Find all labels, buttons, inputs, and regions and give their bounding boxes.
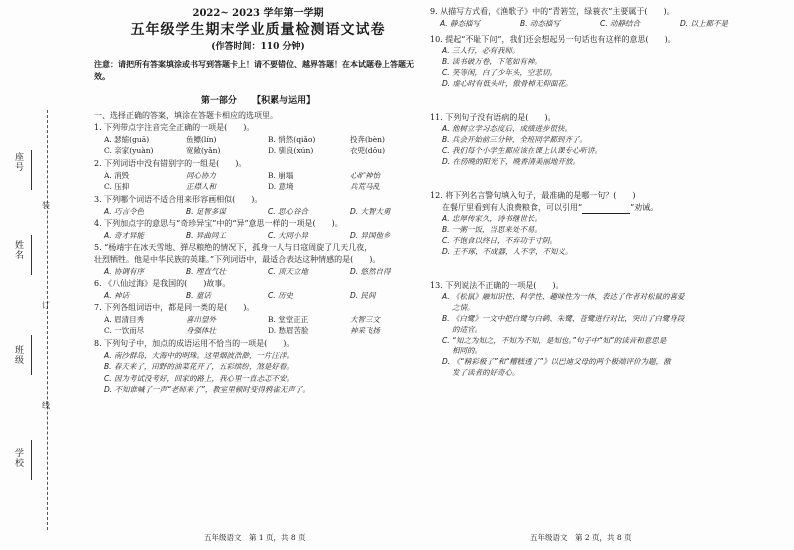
question-stem: 11. 下列句子没有语病的是( )。 — [430, 113, 556, 122]
question-6 — [94, 278, 422, 301]
left-column — [94, 0, 422, 550]
question-stem: 8. 下列句子中，加点的成语运用不恰当的一项是( )。 — [94, 339, 295, 348]
page-footer-right: 五年级语文 第 2 页，共 8 页 — [530, 533, 632, 542]
question-stem: 3. 下列哪个词语不适合用来形容画相似( )。 — [94, 195, 263, 204]
option-c[interactable]: C. 不饱食以终日，不弃功于寸阴。 — [442, 235, 558, 245]
option-row: A. 消毁 同心协力 B. 崩塌 心旷神怡 — [104, 171, 380, 180]
question-7 — [94, 302, 422, 337]
class-label: 班级 — [13, 345, 23, 365]
option-d[interactable]: D. 王不琢，不成器，人不学，不知义。 — [442, 246, 573, 256]
question-2 — [94, 158, 422, 193]
question-stem: 12. 将下列名言警句填入句子，最准确的是哪一句？( ) — [430, 191, 636, 200]
question-4 — [94, 218, 422, 241]
class-field[interactable] — [31, 335, 32, 375]
cut-mark-1: 装 — [42, 201, 50, 210]
option-b[interactable]: B. 读书破万卷，下笔如有神。 — [442, 56, 542, 66]
cut-mark-2: 订 — [42, 301, 50, 310]
question-10 — [430, 34, 750, 90]
question-stem-cont: 壮烈牺牲。他是中华民族的英雄。”下列词语中，最适合表达这种情感的是( )。 — [94, 255, 381, 264]
option-c[interactable]: C. “知之为知之，不知为不知，是知也。”句子中“知”的读音和意思是 相同的。 — [442, 335, 667, 356]
binding-margin — [0, 0, 78, 550]
question-stem: 10. 提起“不耻下问”，我们还会想起另一句话也有这样的意思( )。 — [430, 35, 676, 44]
question-stem: 5. “杨靖宇在冰天雪地、弹尽粮绝的情况下，孤身一人与日寇周旋了几天几夜， — [94, 243, 373, 252]
name-field[interactable] — [31, 235, 32, 275]
option-row: C. 一饮而尽 身强体壮 D. 愁眉苦脸 神采飞扬 — [104, 326, 380, 336]
option-d[interactable]: D. 在傍晚的阳光下，晚香清美丽地开放。 — [442, 156, 581, 166]
section-instruction: 一、选择正确的答案，填涂在答题卡相应的选项里。 — [94, 111, 278, 120]
question-context: 在餐厅里看到有人浪费粮食，可以引用“ ”劝诫。 — [442, 203, 659, 212]
school-year: 2022~ 2023 学年第一学期 — [192, 8, 324, 19]
option-a[interactable]: A. 他树立学习态度后，成绩进步很快。 — [442, 124, 573, 133]
option-b[interactable]: B. 兵会开始前三分钟，全班同学都到齐了。 — [442, 134, 587, 144]
question-stem: 7. 下列各组词语中，都是同一类的是( )。 — [94, 303, 255, 312]
part-title — [94, 95, 422, 109]
option-row: A. 眉清目秀 喜出望外 B. 堂堂正正 大智三文 — [104, 315, 380, 324]
name-label: 姓名 — [13, 240, 23, 260]
question-stem: 2. 下列词语中没有错别字的一组是( )。 — [94, 159, 247, 168]
question-8 — [94, 338, 422, 395]
question-stem: 1. 下列带点字注音完全正确的一项是( )。 — [94, 123, 255, 132]
option-b[interactable]: B. 《白鹭》一文中把白鹭与白鹤、朱鹭、苍鹭进行对比，突出了白鹭身段 的适宜。 — [442, 313, 685, 334]
exam-time: (作答时间：110 分钟) — [211, 42, 305, 52]
part-sub: 【积累与运用】 — [252, 96, 316, 106]
part-label: 第一部分 — [200, 96, 237, 106]
option-row: C. 压抑 正襟人和 D. 意境 兵荒马乱 — [104, 182, 380, 192]
option-a[interactable]: A. 三人行，必有我师。 — [442, 46, 520, 55]
school-field[interactable] — [31, 440, 32, 480]
seat-field[interactable] — [31, 150, 32, 190]
option-row: A. 瑟缩(guā) 鱼鳔(lín) B. 悄然(qiǎo) 投奔(bèn) — [104, 135, 385, 144]
question-12 — [430, 190, 750, 258]
answer-blank[interactable] — [582, 206, 630, 214]
option-d[interactable]: D. 虚心时有低头叶，傲骨棹无仰面花。 — [442, 78, 573, 88]
question-3 — [94, 194, 422, 217]
seat-label: 座号 — [13, 152, 23, 172]
option-c[interactable]: C. 因为考试没考好，回家的路上，我心里一直忐忑不安。 — [104, 373, 295, 383]
notice-text: 注意：请把所有答案填涂或书写到答题卡上！请不要错位、越界答题！在本试题卷上答题无效。 — [94, 59, 414, 82]
cut-line — [47, 110, 48, 530]
option-a[interactable]: A. 《松鼠》融知识性、科学性、趣味性为一体，表达了作者对松鼠的喜爱 之情。 — [442, 292, 685, 312]
question-stem: 9. 从描写方式看，《渔歌子》中的“青箬笠，绿蓑衣”主要属于( )。 — [430, 7, 675, 16]
question-stem: 13. 下列说法不正确的一项是( )。 — [430, 281, 564, 290]
option-row: A. 奇才异能 B. 异曲同工 C. 大同小异 D. 异国他乡 — [104, 231, 391, 240]
question-5 — [94, 242, 422, 277]
school-label: 学校 — [13, 448, 23, 468]
question-stem: 4. 下列加点字的意思与“奇珍异宝”中的“异”意思一样的一项是( )。 — [94, 219, 343, 228]
option-row: A. 神话 B. 童话 C. 历史 D. 民间 — [104, 291, 376, 300]
exam-title: 五年级学生期末学业质量检测语文试卷 — [130, 22, 386, 38]
option-c[interactable]: C. 我们每个小学生都应该在课上认课专心听讲。 — [442, 145, 603, 155]
option-d[interactable]: D. 《“精彩极了”和“糟糕透了”》以巴迪父母的两个极端评价为题，激 发了读者的好奇心。 — [442, 357, 671, 378]
question-1 — [94, 122, 422, 157]
option-row: A. 静态描写 B. 动态描写 C. 动静结合 D. 以上都不是 — [440, 19, 729, 28]
option-c[interactable]: C. 笑等闲，白了少年头，空悲切。 — [442, 67, 558, 77]
question-9 — [430, 6, 750, 29]
option-a[interactable]: A. 忠厚传家久，诗书继世长。 — [442, 214, 543, 223]
option-a[interactable]: A. 南沙群岛，大海中的明珠。这里烟波浩渺，一片汪洋。 — [104, 351, 295, 360]
option-row: A. 巧言令色 B. 足智多谋 C. 思心谷合 D. 大智大勇 — [104, 207, 391, 216]
option-b[interactable]: B. 一粥一饭，当思来处不易。 — [442, 224, 542, 234]
question-stem: 6. 《八仙过海》是我国的( )故事。 — [94, 279, 231, 288]
question-13 — [430, 280, 750, 379]
right-column — [430, 0, 750, 550]
cut-mark-3: 线 — [42, 401, 50, 410]
option-b[interactable]: B. 春天来了，田野的油菜花开了，五彩缤纷，煞是好看。 — [104, 362, 294, 372]
option-row: C. 亲家(yuàn) 宽敞(yǎn) D. 驯良(xún) 衣兜(dōu) — [104, 146, 385, 156]
page-footer-left: 五年级语文 第 1 页，共 8 页 — [204, 533, 306, 542]
question-11 — [430, 112, 750, 168]
option-row: A. 协调有序 B. 理直气壮 C. 顶天立地 D. 悠然自得 — [104, 267, 391, 276]
option-d[interactable]: D. 不知谁喊了一声“老师来了”，教室里顿时变得鸦雀无声了。 — [104, 384, 310, 394]
